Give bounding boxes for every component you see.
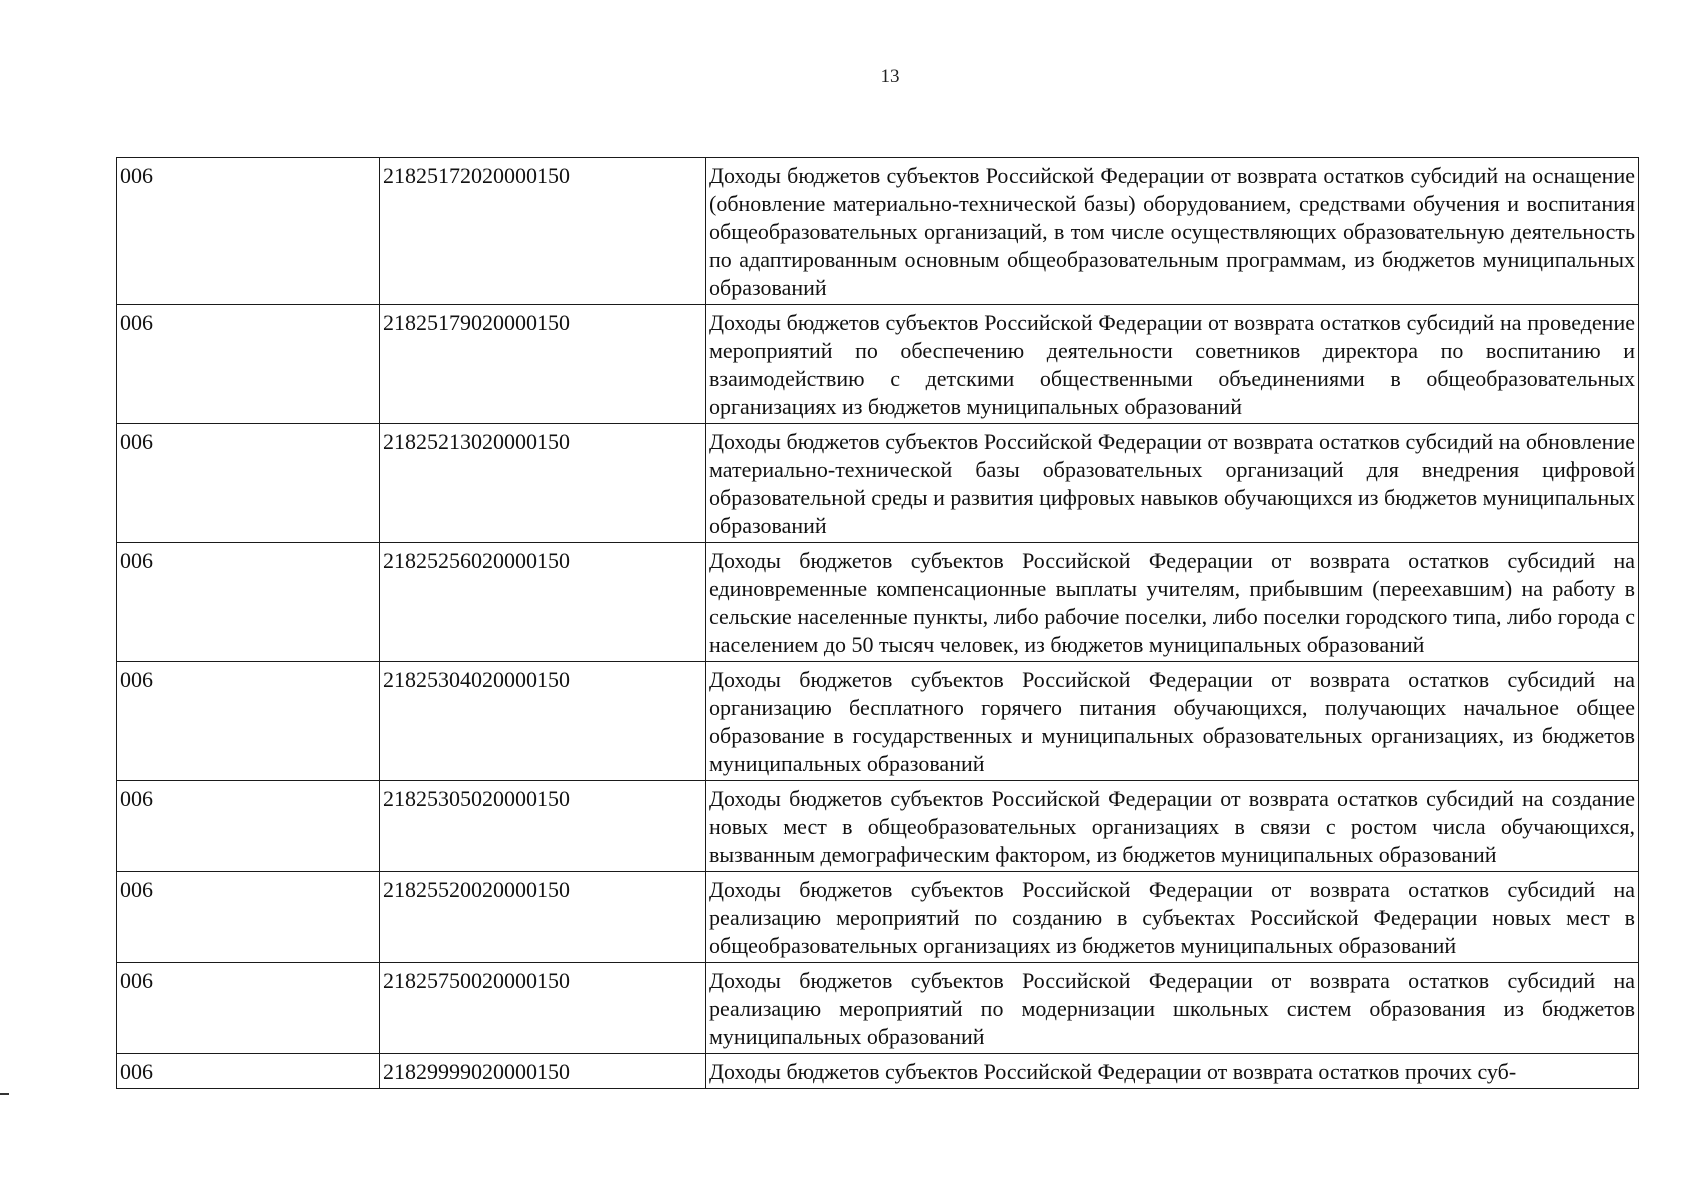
kbk-code-cell: 21825172020000150	[380, 158, 706, 305]
kbk-code-cell: 21825750020000150	[380, 963, 706, 1054]
table-row	[117, 662, 1639, 781]
description-cell: Доходы бюджетов субъектов Российской Федерации от возврата остатков субсидий на организацию бесплатного горячего питания обучающихся, получающих начальное общее образование в государственных и муниципальных образовательных организациях, из бюджетов муниципальных образований	[706, 662, 1639, 781]
admin-code-cell: 006	[117, 158, 380, 305]
description-cell: Доходы бюджетов субъектов Российской Федерации от возврата остатков прочих суб-	[706, 1054, 1639, 1089]
description-cell: Доходы бюджетов субъектов Российской Федерации от возврата остатков субсидий на создание новых мест в общеобразовательных организациях в связи с ростом числа обучающихся, вызванным демографическим фактором, из бюджетов муниципальных образований	[706, 781, 1639, 872]
table-row	[117, 158, 1639, 305]
table-row	[117, 781, 1639, 872]
admin-code-cell: 006	[117, 305, 380, 424]
description-cell: Доходы бюджетов субъектов Российской Федерации от возврата остатков субсидий на единовременные компенсационные выплаты учителям, прибывшим (переехавшим) на работу в сельские населенные пункты, либо рабочие поселки, либо поселки городского типа, либо города с населением до 50 тысяч человек, из бюджетов муниципальных образований	[706, 543, 1639, 662]
description-cell: Доходы бюджетов субъектов Российской Федерации от возврата остатков субсидий на обновление материально-технической базы образовательных организаций для внедрения цифровой образовательной среды и развития цифровых навыков обучающихся из бюджетов муниципальных образований	[706, 424, 1639, 543]
kbk-code-cell: 21825213020000150	[380, 424, 706, 543]
description-cell: Доходы бюджетов субъектов Российской Федерации от возврата остатков субсидий на реализацию мероприятий по модернизации школьных систем образования из бюджетов муниципальных образований	[706, 963, 1639, 1054]
revenue-codes-table	[116, 157, 1639, 1089]
admin-code-cell: 006	[117, 543, 380, 662]
admin-code-cell: 006	[117, 963, 380, 1054]
kbk-code-cell: 21825304020000150	[380, 662, 706, 781]
table-row	[117, 305, 1639, 424]
scan-margin-mark	[0, 1093, 9, 1095]
table-row	[117, 963, 1639, 1054]
table-row	[117, 1054, 1639, 1089]
description-cell: Доходы бюджетов субъектов Российской Федерации от возврата остатков субсидий на реализацию мероприятий по созданию в субъектах Российской Федерации новых мест в общеобразовательных организациях из бюджетов муниципальных образований	[706, 872, 1639, 963]
table-row	[117, 872, 1639, 963]
admin-code-cell: 006	[117, 781, 380, 872]
admin-code-cell: 006	[117, 662, 380, 781]
description-cell: Доходы бюджетов субъектов Российской Федерации от возврата остатков субсидий на проведение мероприятий по обеспечению деятельности советников директора по воспитанию и взаимодействию с детскими общественными объединениями в общеобразовательных организациях из бюджетов муниципальных образований	[706, 305, 1639, 424]
kbk-code-cell: 21825305020000150	[380, 781, 706, 872]
admin-code-cell: 006	[117, 424, 380, 543]
kbk-code-cell: 21829999020000150	[380, 1054, 706, 1089]
page-number: 13	[880, 66, 900, 87]
revenue-codes-table-wrapper	[116, 157, 1639, 1089]
admin-code-cell: 006	[117, 1054, 380, 1089]
kbk-code-cell: 21825520020000150	[380, 872, 706, 963]
description-cell: Доходы бюджетов субъектов Российской Федерации от возврата остатков субсидий на оснащение (обновление материально-технической базы) оборудованием, средствами обучения и воспитания общеобразовательных организаций, в том числе осуществляющих образовательную деятельность по адаптированным основным общеобразовательным программам, из бюджетов муниципальных образований	[706, 158, 1639, 305]
admin-code-cell: 006	[117, 872, 380, 963]
table-row	[117, 543, 1639, 662]
kbk-code-cell: 21825256020000150	[380, 543, 706, 662]
table-row	[117, 424, 1639, 543]
kbk-code-cell: 21825179020000150	[380, 305, 706, 424]
